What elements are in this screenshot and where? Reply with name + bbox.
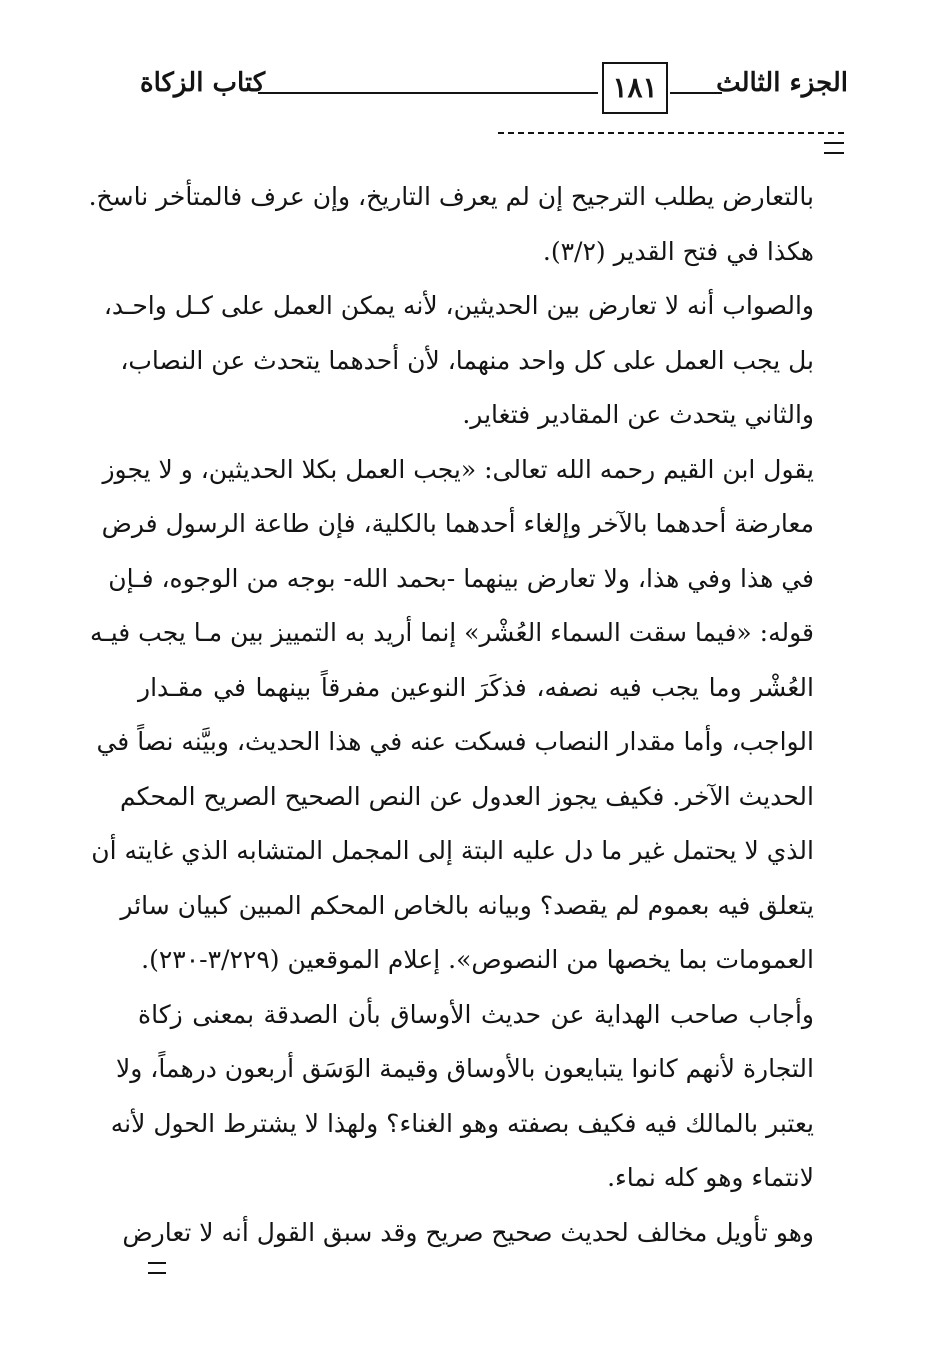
text-line: التجارة لأنهم كانوا يتبايعون بالأوساق وقيمة الوَسَق أربعون درهماً، ولا [116,1054,814,1083]
text-line: الواجب، وأما مقدار النصاب فسكت عنه في هذا الحديث، وبيَّنه نصاً في [96,727,814,756]
text-line: والثاني يتحدث عن المقادير فتغاير. [462,400,814,429]
text-line: الحديث الآخر. فكيف يجوز العدول عن النص الصحيح الصريح المحكم [120,781,814,811]
text-line: وهو تأويل مخالف لحديث صحيح صريح وقد سبق القول أنه لا تعارض [122,1217,814,1247]
text-line: يتعلق فيه بعموم لم يقصد؟ وبيانه بالخاص المحكم المبين كبيان سائر [120,890,814,920]
text-line: هكذا في فتح القدير (٣/٢). [542,236,814,266]
body-text [88,170,814,1260]
header-rule-right [670,92,722,94]
page-number: ١٨١ [602,62,668,114]
text-line: العُشْر وما يجب فيه نصفه، فذكَرَ النوعين مفرقاً بينهما في مقـدار [138,672,814,702]
header-rule-left [258,92,598,94]
text-line: الذي لا يحتمل غير ما دل عليه البتة إلى المجمل المتشابه الذي غايته أن [91,836,814,865]
text-line: العمومات بما يخصها من النصوص». إعلام الموقعين (٣/٢٢٩-٢٣٠). [141,945,814,974]
text-line: وأجاب صاحب الهداية عن حديث الأوساق بأن الصدقة بمعنى زكاة [138,999,814,1029]
volume-title: الجزء الثالث [716,68,848,98]
page-header [140,62,848,122]
book-title: كتاب الزكاة [140,68,266,98]
text-line: يقول ابن القيم رحمه الله تعالى: «يجب العمل بكلا الحديثين، و لا يجوز [102,454,814,484]
text-line: قوله: «فيما سقت السماء العُشْر» إنما أريد به التمييز بين مـا يجب فيـه [90,618,814,647]
text-line: يعتبر بالمالك فيه فكيف بصفته وهو الغناء؟ ولهذا لا يشترط الحول لأنه [110,1108,814,1138]
text-line: معارضة أحدهما بالآخر وإلغاء أحدهما بالكلية، فإن طاعة الرسول فرض [101,509,814,538]
text-line: بالتعارض يطلب الترجيح إن لم يعرف التاريخ، وإن عرف فالمتأخر ناسخ. [88,182,814,211]
text-line: والصواب أنه لا تعارض بين الحديثين، لأنه يمكن العمل على كـل واحـد، [103,291,814,320]
continuation-mark-top [824,142,844,154]
continuation-mark-bottom [148,1262,166,1274]
text-line: في هذا وفي هذا، ولا تعارض بينهما -بحمد الله- بوجه من الوجوه، فـإن [108,563,814,593]
text-line: لانتماء وهو كله نماء. [607,1163,814,1192]
text-line: بل يجب العمل على كل واحد منهما، لأن أحدهما يتحدث عن النصاب، [120,345,814,375]
footnote-separator-rule [498,132,844,134]
